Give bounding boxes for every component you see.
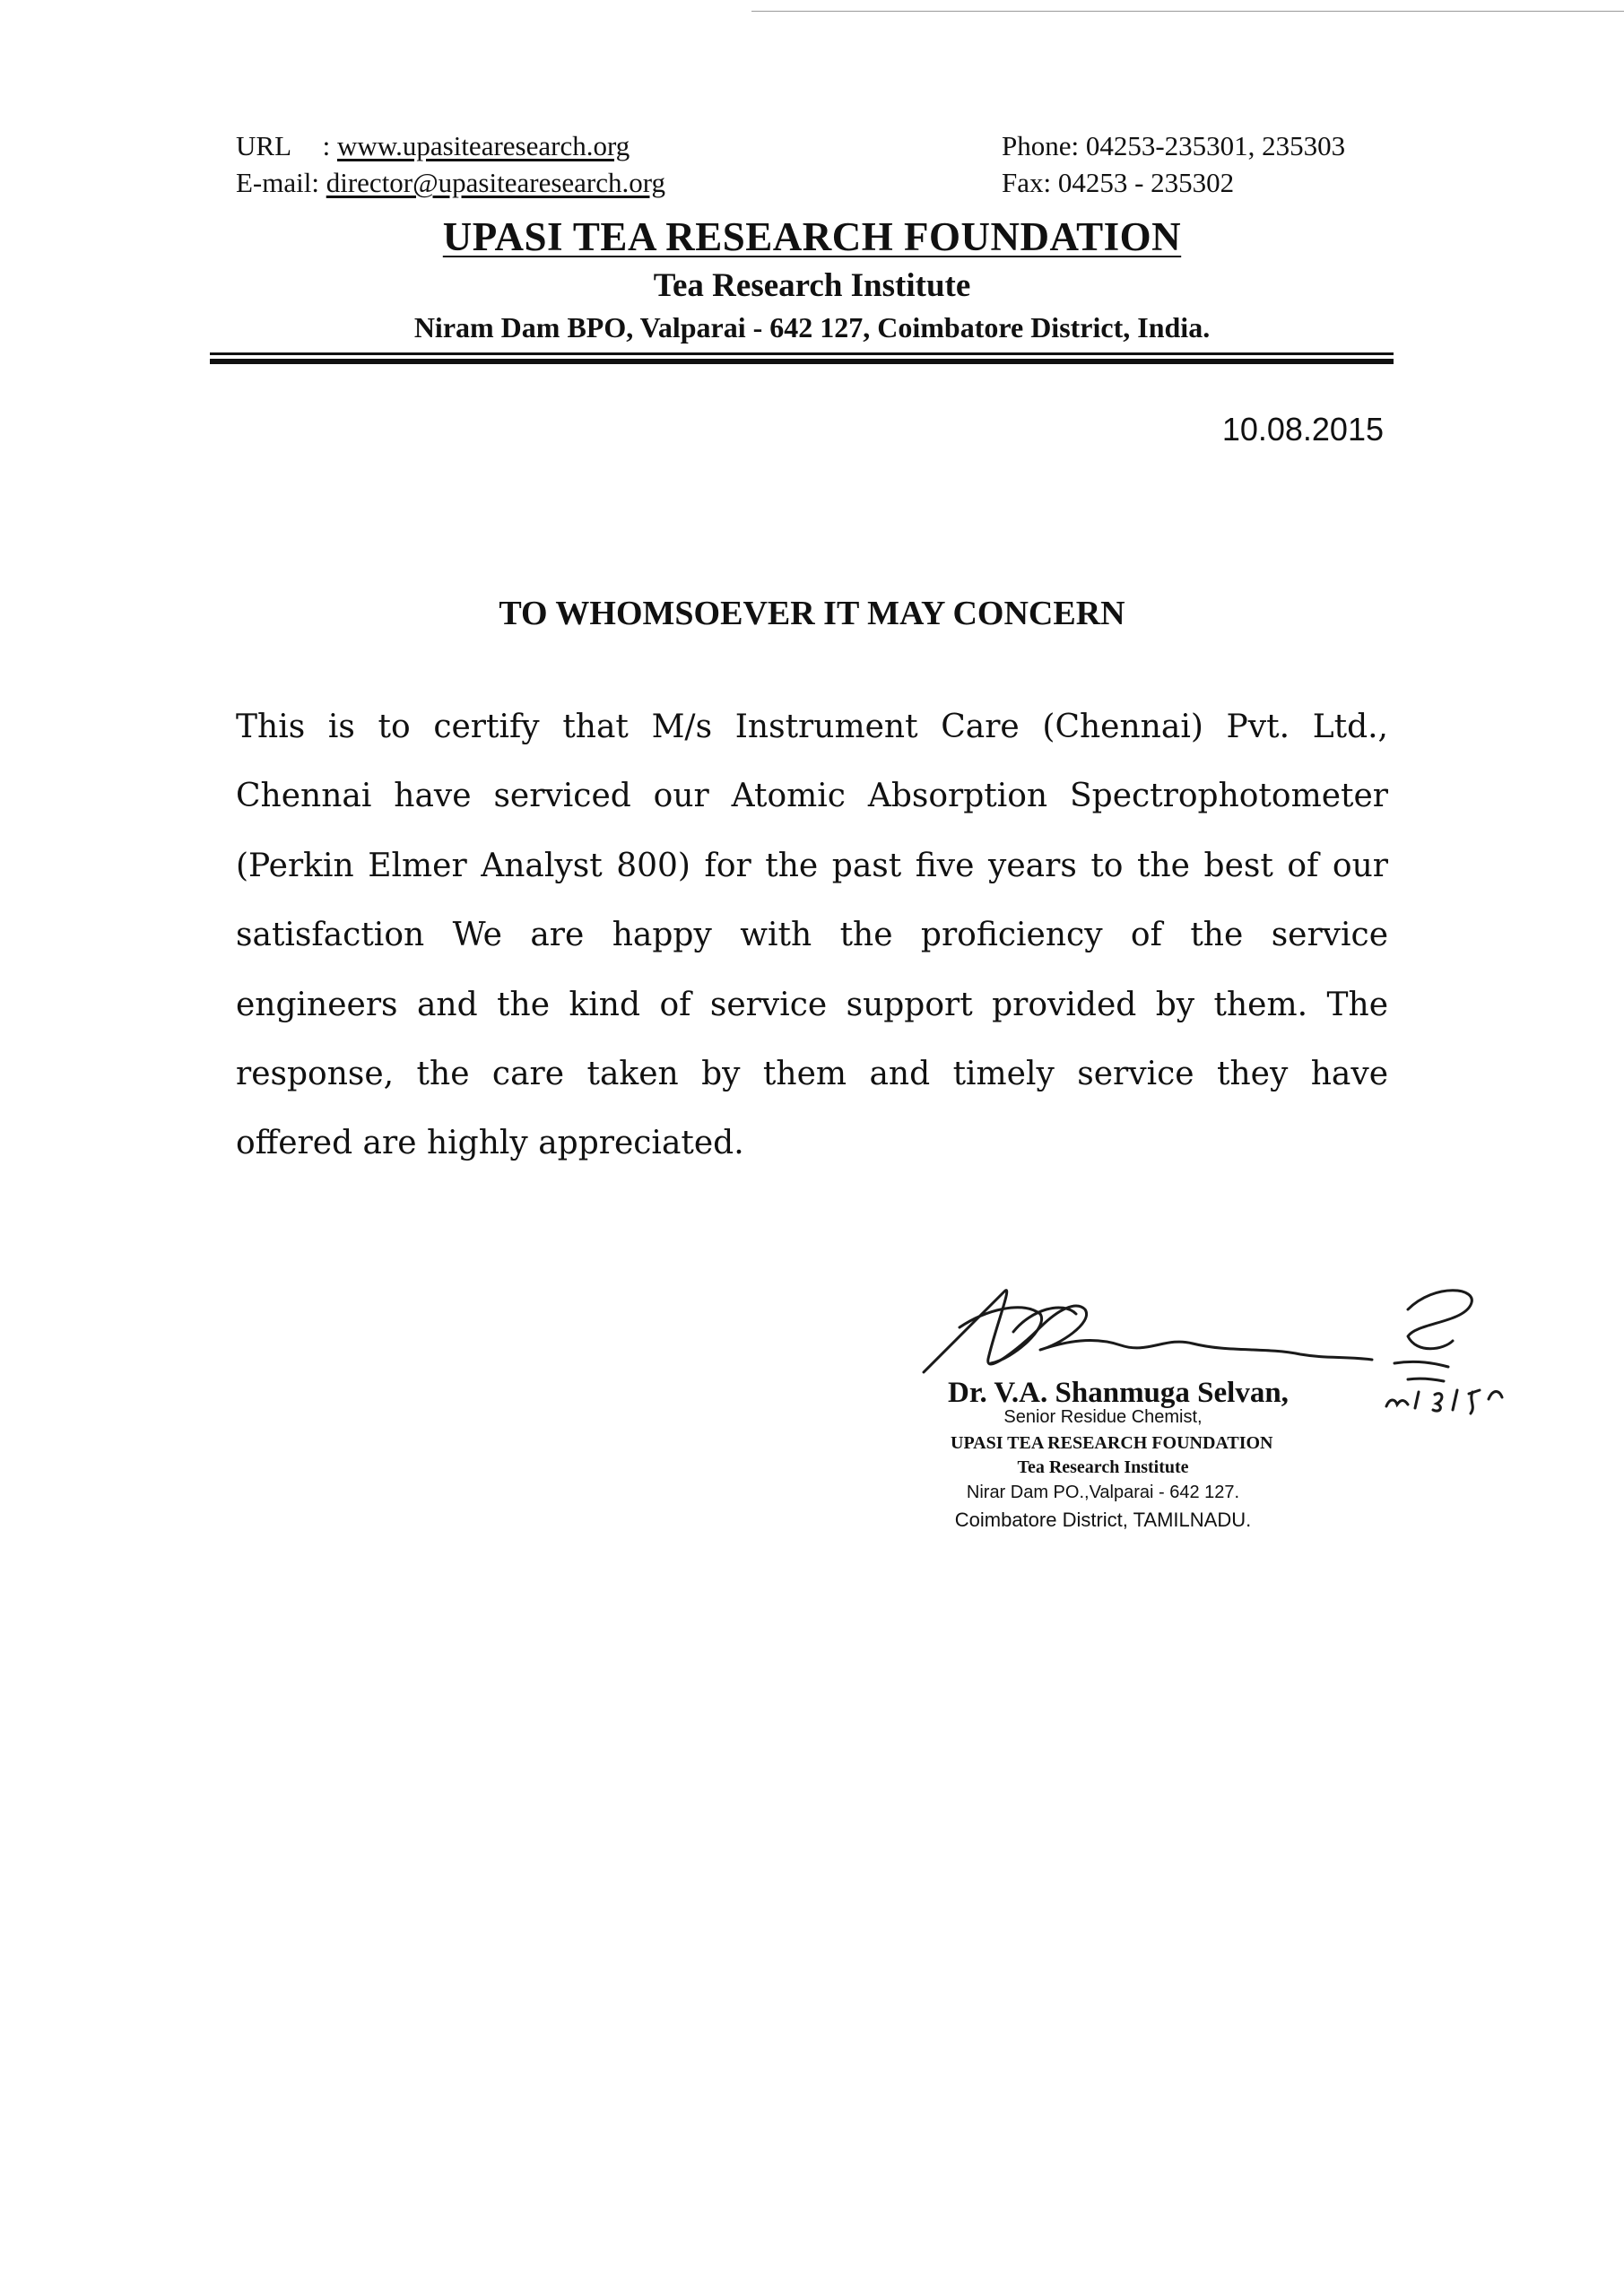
stamp-district: Coimbatore District, TAMILNADU. bbox=[954, 1509, 1252, 1531]
header-rule-thin bbox=[210, 352, 1394, 355]
header-rule-thick bbox=[210, 359, 1394, 364]
letter-heading: TO WHOMSOEVER IT MAY CONCERN bbox=[499, 595, 1125, 632]
letter-body: This is to certify that M/s Instrument Care (Chennai) Pvt. Ltd., Chennai have serviced our Atomic Absorption Spectrophotometer (Perkin Elmer Analyst 800) for the past five years to the best of our satisfaction We are happy with the proficiency of the service engineers and the kind of service support provided by them. The response, the care taken by them and timely service they have offered are highly appreciated. bbox=[236, 709, 1388, 1162]
phone-number: Phone: 04253-235301, 235303 bbox=[1002, 130, 1346, 161]
organization-name: UPASI TEA RESEARCH FOUNDATION bbox=[442, 214, 1182, 259]
email-line bbox=[236, 169, 665, 196]
scan-edge-line bbox=[751, 11, 1624, 12]
organization-address: Niram Dam BPO, Valparai - 642 127, Coimbatore District, India. bbox=[413, 311, 1211, 344]
email-link[interactable]: director@upasitearesearch.org bbox=[326, 167, 666, 198]
email-label: E-mail: bbox=[236, 167, 319, 198]
url-separator: : bbox=[322, 130, 331, 161]
stamp-address: Nirar Dam PO.,Valparai - 642 127. bbox=[966, 1483, 1240, 1502]
signatory-name: Dr. V.A. Shanmuga Selvan, bbox=[948, 1377, 1289, 1409]
url-line bbox=[236, 132, 630, 160]
institute-name: Tea Research Institute bbox=[653, 267, 971, 304]
letter-date: 10.08.2015 bbox=[1221, 411, 1384, 448]
website-link[interactable]: www.upasitearesearch.org bbox=[336, 130, 630, 161]
url-label: URL bbox=[236, 130, 291, 161]
stamp-organization: UPASI TEA RESEARCH FOUNDATION bbox=[951, 1433, 1273, 1453]
stamp-designation: Senior Residue Chemist, bbox=[1003, 1407, 1203, 1427]
stamp-institute: Tea Research Institute bbox=[1017, 1457, 1189, 1477]
fax-number: Fax: 04253 - 235302 bbox=[1002, 167, 1235, 198]
